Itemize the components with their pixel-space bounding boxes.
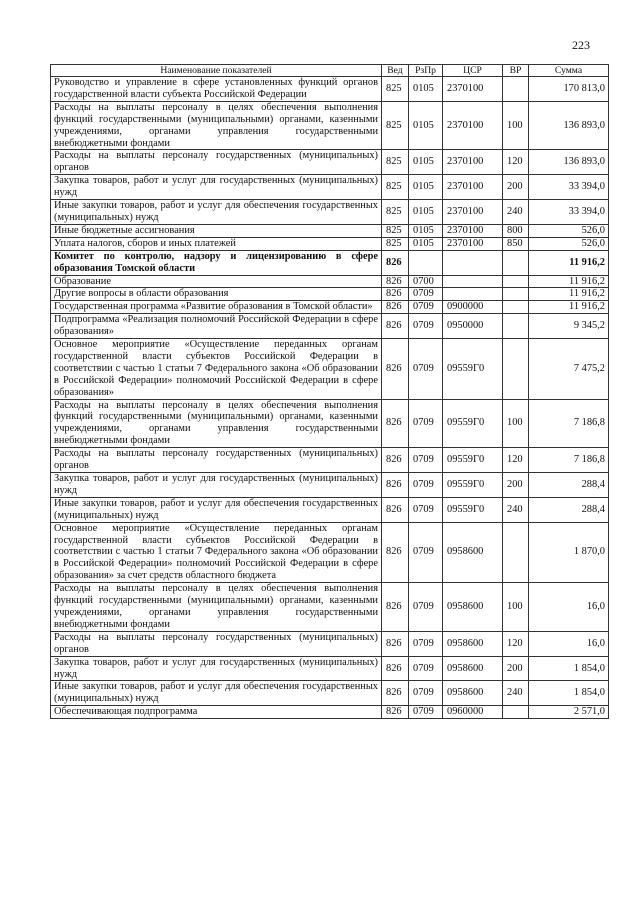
row-sum-cell: 11 916,2 xyxy=(529,250,609,275)
row-csr-cell: 0960000 xyxy=(443,706,503,719)
row-sum-cell: 11 916,2 xyxy=(529,301,609,314)
row-csr-cell xyxy=(443,250,503,275)
row-csr-cell: 0900000 xyxy=(443,301,503,314)
row-csr-cell: 2370100 xyxy=(443,175,503,200)
row-vr-cell: 100 xyxy=(503,399,529,448)
table-row xyxy=(51,275,609,288)
row-vr-cell xyxy=(503,275,529,288)
row-sum-cell: 7 186,8 xyxy=(529,448,609,473)
row-ved-cell: 826 xyxy=(382,448,409,473)
row-vr-cell: 240 xyxy=(503,681,529,706)
table-row xyxy=(51,314,609,339)
row-ved-cell: 826 xyxy=(382,399,409,448)
row-csr-cell: 09559Г0 xyxy=(443,339,503,400)
row-vr-cell xyxy=(503,339,529,400)
header-ved: Вед xyxy=(382,65,409,77)
row-rzpr-cell: 0709 xyxy=(409,339,443,400)
row-name-cell: Закупка товаров, работ и услуг для государственных (муниципальных) нужд xyxy=(51,175,382,200)
row-ved-cell: 826 xyxy=(382,288,409,301)
row-ved-cell: 825 xyxy=(382,237,409,250)
row-name-cell: Государственная программа «Развитие образования в Томской области» xyxy=(51,301,382,314)
row-name-cell: Расходы на выплаты персоналу государственных (муниципальных) органов xyxy=(51,631,382,656)
budget-table xyxy=(50,64,609,719)
table-row xyxy=(51,237,609,250)
row-sum-cell: 170 813,0 xyxy=(529,77,609,102)
row-sum-cell: 288,4 xyxy=(529,473,609,498)
table-row xyxy=(51,224,609,237)
row-rzpr-cell: 0709 xyxy=(409,583,443,632)
row-rzpr-cell: 0105 xyxy=(409,77,443,102)
table-body xyxy=(51,77,609,719)
row-vr-cell: 120 xyxy=(503,150,529,175)
table-row xyxy=(51,339,609,400)
row-name-cell: Иные закупки товаров, работ и услуг для обеспечения государственных (муниципальных) нужд xyxy=(51,681,382,706)
row-csr-cell: 2370100 xyxy=(443,224,503,237)
row-sum-cell: 288,4 xyxy=(529,497,609,522)
header-vr: ВР xyxy=(503,65,529,77)
row-sum-cell: 11 916,2 xyxy=(529,288,609,301)
row-sum-cell: 16,0 xyxy=(529,631,609,656)
row-vr-cell: 120 xyxy=(503,448,529,473)
row-name-cell: Основное мероприятие «Осуществление переданных органам государственной власти субъектов Российской Федерации в соответствии с частью 1 статьи 7 Федерального закона «Об образовании в Российской Федерации» полномочий Российской Федерации в сфере образования» xyxy=(51,339,382,400)
row-vr-cell: 200 xyxy=(503,473,529,498)
table-row xyxy=(51,656,609,681)
table-row xyxy=(51,583,609,632)
row-rzpr-cell: 0105 xyxy=(409,200,443,225)
row-vr-cell xyxy=(503,288,529,301)
table-header-row xyxy=(51,65,609,77)
row-vr-cell xyxy=(503,250,529,275)
row-rzpr-cell: 0700 xyxy=(409,275,443,288)
table-row xyxy=(51,522,609,583)
row-name-cell: Расходы на выплаты персоналу государственных (муниципальных) органов xyxy=(51,448,382,473)
row-rzpr-cell: 0105 xyxy=(409,101,443,150)
row-ved-cell: 826 xyxy=(382,656,409,681)
row-name-cell: Уплата налогов, сборов и иных платежей xyxy=(51,237,382,250)
table-row xyxy=(51,706,609,719)
row-sum-cell: 1 854,0 xyxy=(529,681,609,706)
page-number: 223 xyxy=(572,38,590,52)
table-row xyxy=(51,473,609,498)
row-name-cell: Иные закупки товаров, работ и услуг для обеспечения государственных (муниципальных) нужд xyxy=(51,200,382,225)
table-row xyxy=(51,681,609,706)
row-vr-cell xyxy=(503,301,529,314)
row-ved-cell: 825 xyxy=(382,150,409,175)
row-ved-cell: 825 xyxy=(382,77,409,102)
row-vr-cell: 100 xyxy=(503,101,529,150)
row-name-cell: Закупка товаров, работ и услуг для государственных (муниципальных) нужд xyxy=(51,473,382,498)
table-row xyxy=(51,301,609,314)
row-rzpr-cell: 0105 xyxy=(409,175,443,200)
row-sum-cell: 7 186,8 xyxy=(529,399,609,448)
row-name-cell: Закупка товаров, работ и услуг для государственных (муниципальных) нужд xyxy=(51,656,382,681)
row-rzpr-cell: 0709 xyxy=(409,497,443,522)
row-name-cell: Подпрограмма «Реализация полномочий Российской Федерации в сфере образования» xyxy=(51,314,382,339)
row-ved-cell: 826 xyxy=(382,250,409,275)
row-csr-cell: 09559Г0 xyxy=(443,399,503,448)
row-vr-cell: 240 xyxy=(503,497,529,522)
row-name-cell: Другие вопросы в области образования xyxy=(51,288,382,301)
row-name-cell: Расходы на выплаты персоналу в целях обеспечения выполнения функций государственными (муниципальными) органами, казенными учреждениями, органами управления государственными внебюджетными фондами xyxy=(51,101,382,150)
row-rzpr-cell: 0105 xyxy=(409,224,443,237)
row-vr-cell: 200 xyxy=(503,656,529,681)
row-csr-cell: 2370100 xyxy=(443,150,503,175)
row-vr-cell: 100 xyxy=(503,583,529,632)
header-rzpr: РзПр xyxy=(409,65,443,77)
row-csr-cell: 2370100 xyxy=(443,200,503,225)
row-rzpr-cell: 0709 xyxy=(409,288,443,301)
row-csr-cell: 2370100 xyxy=(443,237,503,250)
header-csr: ЦСР xyxy=(443,65,503,77)
row-ved-cell: 825 xyxy=(382,175,409,200)
row-ved-cell: 826 xyxy=(382,631,409,656)
table-row xyxy=(51,497,609,522)
table-row xyxy=(51,288,609,301)
row-rzpr-cell: 0709 xyxy=(409,399,443,448)
row-vr-cell xyxy=(503,522,529,583)
table-row xyxy=(51,631,609,656)
row-ved-cell: 825 xyxy=(382,101,409,150)
row-ved-cell: 826 xyxy=(382,314,409,339)
row-sum-cell: 136 893,0 xyxy=(529,150,609,175)
table-row xyxy=(51,150,609,175)
row-vr-cell: 850 xyxy=(503,237,529,250)
row-sum-cell: 7 475,2 xyxy=(529,339,609,400)
row-ved-cell: 826 xyxy=(382,473,409,498)
row-ved-cell: 826 xyxy=(382,339,409,400)
row-ved-cell: 826 xyxy=(382,681,409,706)
row-rzpr-cell: 0709 xyxy=(409,448,443,473)
row-csr-cell: 09559Г0 xyxy=(443,473,503,498)
header-sum: Сумма xyxy=(529,65,609,77)
table-row xyxy=(51,77,609,102)
row-rzpr-cell: 0709 xyxy=(409,631,443,656)
table-row xyxy=(51,175,609,200)
row-ved-cell: 826 xyxy=(382,301,409,314)
row-sum-cell: 526,0 xyxy=(529,224,609,237)
row-vr-cell: 240 xyxy=(503,200,529,225)
row-csr-cell: 09559Г0 xyxy=(443,497,503,522)
row-sum-cell: 16,0 xyxy=(529,583,609,632)
row-name-cell: Расходы на выплаты персоналу в целях обеспечения выполнения функций государственными (муниципальными) органами, казенными учреждениями, органами управления государственными внебюджетными фондами xyxy=(51,583,382,632)
row-vr-cell xyxy=(503,706,529,719)
row-ved-cell: 826 xyxy=(382,522,409,583)
row-name-cell: Обеспечивающая подпрограмма xyxy=(51,706,382,719)
row-sum-cell: 526,0 xyxy=(529,237,609,250)
table-row xyxy=(51,200,609,225)
row-name-cell: Образование xyxy=(51,275,382,288)
row-csr-cell: 09559Г0 xyxy=(443,448,503,473)
row-vr-cell: 200 xyxy=(503,175,529,200)
row-name-cell: Основное мероприятие «Осуществление переданных органам государственной власти субъектов Российской Федерации в соответствии с частью 1 статьи 7 Федерального закона «Об образовании в Российской Федерации» полномочий Российской Федерации в сфере образования» за счет средств областного бюджета xyxy=(51,522,382,583)
row-name-cell: Расходы на выплаты персоналу в целях обеспечения выполнения функций государственными (муниципальными) органами, казенными учреждениями, органами управления государственными внебюджетными фондами xyxy=(51,399,382,448)
row-csr-cell: 0958600 xyxy=(443,681,503,706)
row-ved-cell: 826 xyxy=(382,275,409,288)
row-rzpr-cell xyxy=(409,250,443,275)
row-vr-cell xyxy=(503,77,529,102)
row-sum-cell: 2 571,0 xyxy=(529,706,609,719)
row-csr-cell: 0958600 xyxy=(443,631,503,656)
row-rzpr-cell: 0105 xyxy=(409,150,443,175)
row-name-cell: Иные закупки товаров, работ и услуг для обеспечения государственных (муниципальных) нужд xyxy=(51,497,382,522)
row-sum-cell: 11 916,2 xyxy=(529,275,609,288)
row-sum-cell: 33 394,0 xyxy=(529,200,609,225)
row-csr-cell: 0958600 xyxy=(443,522,503,583)
row-vr-cell: 120 xyxy=(503,631,529,656)
row-rzpr-cell: 0709 xyxy=(409,301,443,314)
row-vr-cell: 800 xyxy=(503,224,529,237)
row-ved-cell: 825 xyxy=(382,200,409,225)
table-row xyxy=(51,250,609,275)
row-rzpr-cell: 0709 xyxy=(409,681,443,706)
row-vr-cell xyxy=(503,314,529,339)
row-csr-cell: 0958600 xyxy=(443,656,503,681)
row-name-cell: Расходы на выплаты персоналу государственных (муниципальных) органов xyxy=(51,150,382,175)
row-csr-cell xyxy=(443,275,503,288)
row-rzpr-cell: 0709 xyxy=(409,473,443,498)
row-csr-cell: 2370100 xyxy=(443,101,503,150)
row-name-cell: Иные бюджетные ассигнования xyxy=(51,224,382,237)
table-row xyxy=(51,448,609,473)
row-ved-cell: 826 xyxy=(382,583,409,632)
row-name-cell: Руководство и управление в сфере установленных функций органов государственной власти субъекта Российской Федерации xyxy=(51,77,382,102)
row-sum-cell: 136 893,0 xyxy=(529,101,609,150)
row-ved-cell: 825 xyxy=(382,224,409,237)
row-sum-cell: 9 345,2 xyxy=(529,314,609,339)
row-rzpr-cell: 0709 xyxy=(409,314,443,339)
table-row xyxy=(51,399,609,448)
row-sum-cell: 1 854,0 xyxy=(529,656,609,681)
row-rzpr-cell: 0709 xyxy=(409,656,443,681)
row-rzpr-cell: 0105 xyxy=(409,237,443,250)
row-rzpr-cell: 0709 xyxy=(409,706,443,719)
row-csr-cell: 2370100 xyxy=(443,77,503,102)
row-csr-cell: 0958600 xyxy=(443,583,503,632)
row-sum-cell: 1 870,0 xyxy=(529,522,609,583)
row-name-cell: Комитет по контролю, надзору и лицензированию в сфере образования Томской области xyxy=(51,250,382,275)
row-ved-cell: 826 xyxy=(382,706,409,719)
row-csr-cell: 0950000 xyxy=(443,314,503,339)
row-csr-cell xyxy=(443,288,503,301)
table-row xyxy=(51,101,609,150)
row-sum-cell: 33 394,0 xyxy=(529,175,609,200)
header-name: Наименование показателей xyxy=(51,65,382,77)
row-ved-cell: 826 xyxy=(382,497,409,522)
row-rzpr-cell: 0709 xyxy=(409,522,443,583)
